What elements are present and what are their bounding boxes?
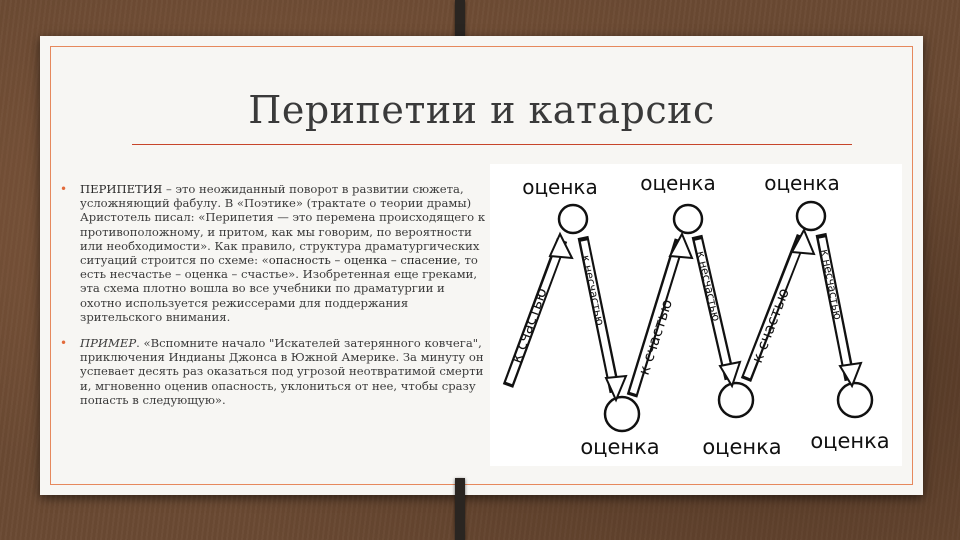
bullet-text xyxy=(80,336,490,407)
bullet-term: ПРИМЕР xyxy=(80,336,137,351)
bottom-label-2: оценка xyxy=(702,435,782,459)
bottom-label-1: оценка xyxy=(580,435,660,459)
arrowhead-up-1 xyxy=(550,234,572,258)
bullet-item-peripeteia xyxy=(54,182,490,324)
bullet-marker: • xyxy=(60,336,68,351)
top-label-3: оценка xyxy=(764,171,840,195)
peak-circle-1 xyxy=(559,205,587,233)
valley-circle-3 xyxy=(838,383,872,417)
arrow-label-down-3: к несчастью xyxy=(818,248,845,321)
arrow-label-up-3: к счастью xyxy=(747,285,793,366)
bullet-text xyxy=(80,182,490,324)
bullet-list xyxy=(54,182,490,419)
slide-title: Перипетии и катарсис xyxy=(248,88,715,132)
title-underline xyxy=(132,144,852,145)
arrow-label-up-2: к счастью xyxy=(634,296,677,378)
valley-circle-1 xyxy=(605,397,639,431)
arrow-label-down-2: к несчастью xyxy=(694,249,723,323)
top-label-1: оценка xyxy=(522,175,598,199)
scheme-phrase: опасность – оценка – спасение xyxy=(268,253,458,268)
bullet-marker: • xyxy=(60,182,68,196)
peripeteia-diagram xyxy=(490,164,902,466)
bullet-term: ПЕРИПЕТИЯ xyxy=(80,182,163,196)
slide-paper xyxy=(40,36,923,495)
valley-circle-2 xyxy=(719,383,753,417)
bullet-text-part: . «Вспомните начало "Искателей затерянного ковчега", приключения Индианы Джонса в Южной Америке. За минуту он успевает десять раз оказаться под угрозой неотвратимой смерти и, мгновенно оценив опасность, уклониться от нее, чтобы сразу попасть в следующую». xyxy=(80,336,484,407)
bullet-text-part: , то есть несчастье – оценка – счастье». Изобретенная еще греками, эта схема плотно вошла во все учебники по драматургии и охотно используется режиссерами для поддержания зрительского внимания. xyxy=(80,253,478,324)
bullet-text-part: – это неожиданный поворот в развитии сюжета, усложняющий фабулу. В «Поэтике» (трактате о теории драмы) Аристотель писал: «Перипетия — это перемена происходящего к противоположному, и притом, как мы говорим, по вероятности или необходимости». Как правило, структура драматургических ситуаций строится по схеме: « xyxy=(80,182,486,268)
peak-circle-3 xyxy=(797,202,825,230)
top-label-2: оценка xyxy=(640,171,716,195)
bottom-label-3: оценка xyxy=(810,429,890,453)
binder-clip-bottom xyxy=(455,478,465,540)
bullet-item-example xyxy=(54,336,490,407)
arrow-label-up-1: к счастью xyxy=(506,285,551,366)
zigzag-diagram-svg xyxy=(490,164,902,466)
arrow-label-down-1: к несчастью xyxy=(579,253,607,327)
peak-circle-2 xyxy=(674,205,702,233)
